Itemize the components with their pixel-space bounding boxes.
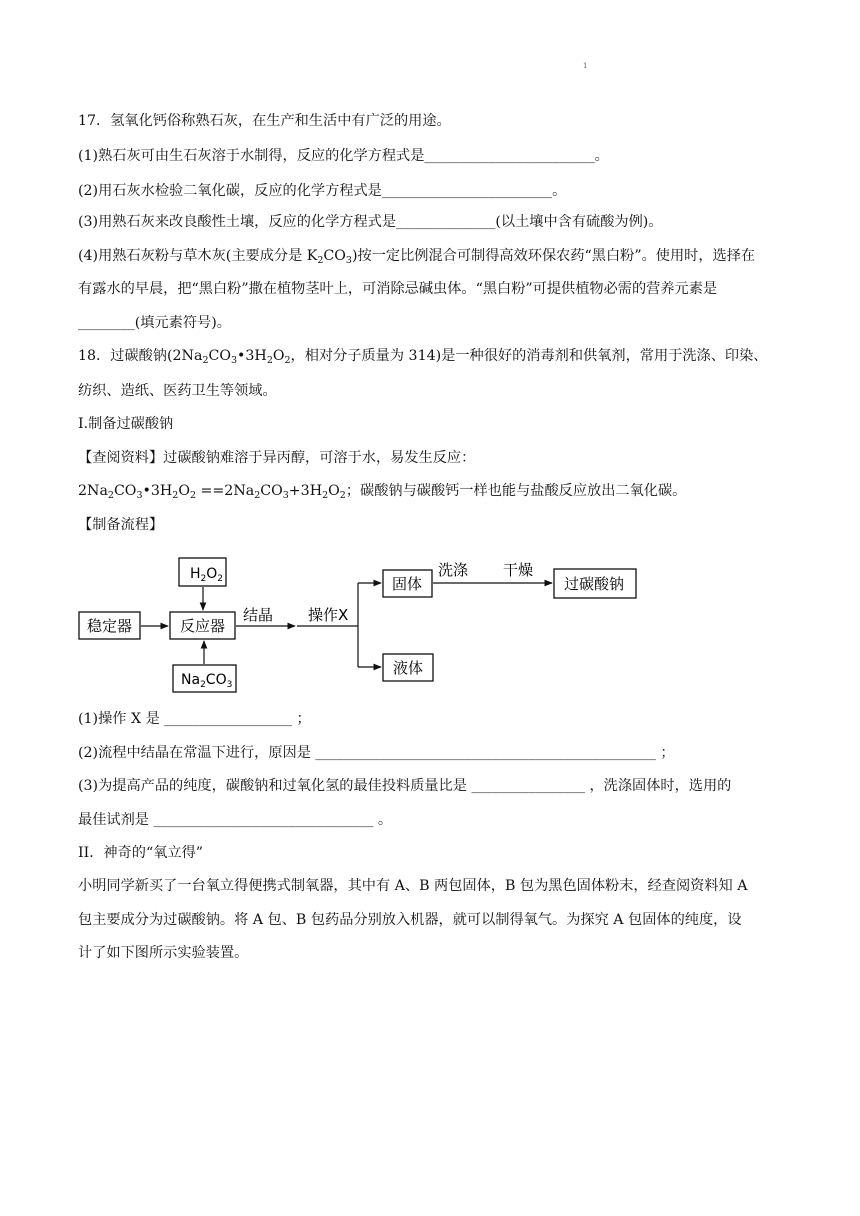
q18-stem: 18．过碳酸钠($2Na_2CO_3•3H_2O_2$，相对分子质量为 314)是一种很好的消毒剂和供氧剂，常用于洗涤、印染、: [78, 348, 768, 366]
h2o2-label: $H_2O_2$: [190, 566, 224, 584]
paragraph-line-2: 包主要成分为过碳酸钠。将 A 包、B 包药品分别放入机器，就可以制得氧气。为探究 A 包固体的纯度，设: [78, 912, 742, 928]
stabilizer-label: 稳定器: [87, 617, 133, 635]
preparation-flowchart: [0, 540, 860, 700]
reference-material: 【查阅资料】过碳酸钠难溶于异丙醇，可溶于水，易发生反应：: [78, 450, 476, 466]
section-1-heading: I.制备过碳酸钠: [78, 416, 174, 432]
crystallize-label: 结晶: [243, 606, 274, 624]
reactor-label: 反应器: [180, 617, 226, 635]
paragraph-line-3: 计了如下图所示实验装置。: [78, 945, 249, 961]
q17-part-3: (3)用熟石灰来改良酸性土壤，反应的化学方程式是______________(以土壤中含有硫酸为例)。: [78, 214, 663, 230]
q17-stem: 17．氢氧化钙俗称熟石灰，在生产和生活中有广泛的用途。: [78, 113, 451, 129]
dry-label: 干燥: [503, 561, 534, 579]
q17-part-4-line-3: ________(填元素符号)。: [78, 315, 231, 331]
wash-label: 洗涤: [438, 561, 469, 579]
solid-label: 固体: [392, 575, 423, 593]
page-number-mark: 1: [583, 62, 588, 70]
product-label: 过碳酸钠: [564, 575, 625, 593]
q17-part-2: (2)用石灰水检验二氧化碳，反应的化学方程式是________________________。: [78, 183, 567, 199]
decomposition-equation: $2Na_2CO_3•3H_2O_2 ==2Na_2CO_3+3H_2O_2$；碳酸钠与碳酸钙一样也能与盐酸反应放出二氧化碳。: [78, 483, 687, 501]
q18-question-1: (1)操作 X 是 __________________ ；: [78, 711, 311, 727]
q17-part-4: (4)用熟石灰粉与草木灰(主要成分是 $K_2CO_3$)按一定比例混合可制得高效环保农药“黑白粉”。使用时，选择在: [78, 248, 756, 266]
q17-part-1: (1)熟石灰可由生石灰溶于水制得，反应的化学方程式是________________________。: [78, 148, 609, 164]
q18-question-3-line-2: 最佳试剂是 _______________________________ 。: [78, 812, 393, 828]
na2co3-label: $Na_2CO_3$: [181, 672, 233, 690]
operation-x-label: 操作X: [308, 606, 349, 624]
q18-question-3: (3)为提高产品的纯度，碳酸钠和过氧化氢的最佳投料质量比是 ________________ ，洗涤固体时，选用的: [78, 778, 732, 794]
section-2-heading: II．神奇的“氧立得”: [78, 845, 204, 861]
liquid-label: 液体: [393, 659, 424, 677]
q18-stem-line-2: 纺织、造纸、医药卫生等领域。: [78, 383, 277, 399]
q17-part-4-line-2: 有露水的早晨，把“黑白粉”撒在植物茎叶上，可消除忌碱虫体。“黑白粉”可提供植物必需的营养元素是: [78, 281, 718, 297]
flow-title: 【制备流程】: [78, 517, 164, 533]
paragraph-line-1: 小明同学新买了一台氧立得便携式制氧器，其中有 A、B 两包固体，B 包为黑色固体粉末，经查阅资料知 A: [78, 878, 748, 894]
q18-question-2: (2)流程中结晶在常温下进行，原因是 ________________________________________________ ；: [78, 745, 675, 761]
